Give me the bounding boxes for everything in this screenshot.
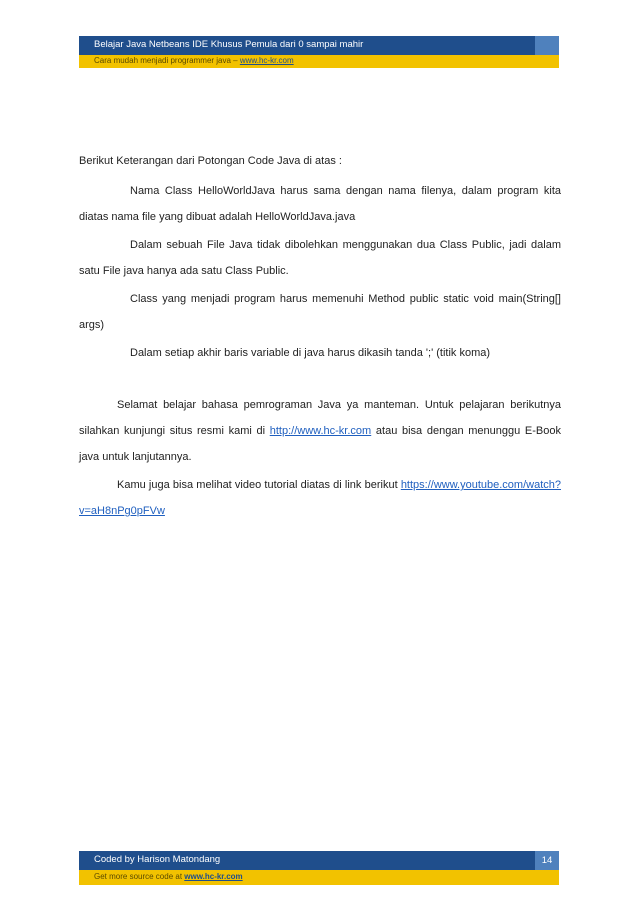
header-subtitle-text: Cara mudah menjadi programmer java – [94,56,240,65]
page-header [79,36,559,68]
footer-site-link[interactable]: www.hc-kr.com [184,872,243,881]
official-site-link[interactable]: http://www.hc-kr.com [269,425,372,437]
header-title-bar [79,36,559,55]
page-number: 14 [535,851,559,870]
closing-text-after: atau bisa dengan menunggu E-Book java untuk lanjutannya. [79,425,561,463]
header-accent-block [535,36,559,55]
footer-author: Coded by Harison Matondang [94,854,221,865]
point-1: Nama Class HelloWorldJava harus sama dengan nama filenya, dalam program kita diatas nama file yang dibuat adalah HelloWorldJava.java [79,185,561,223]
header-title: Belajar Java Netbeans IDE Khusus Pemula dari 0 sampai mahir [94,39,364,50]
footer-more-text: Get more source code at [94,872,185,881]
header-subtitle-bar [79,55,559,68]
page-footer [79,851,559,885]
closing-paragraph [79,392,561,470]
intro-text: Berikut Keterangan dari Potongan Code Java di atas : [79,155,342,167]
point-3: Class yang menjadi program harus memenuhi Method public static void main(String[] args) [79,293,561,331]
header-site-link[interactable]: www.hc-kr.com [239,56,294,65]
video-text: Kamu juga bisa melihat video tutorial diatas di link berikut [117,479,401,491]
footer-author-bar [79,851,559,870]
document-body [79,148,561,524]
footer-more-bar [79,870,559,885]
header-subtitle [94,56,294,65]
spacer [79,366,561,392]
point-4: Dalam setiap akhir baris variable di java harus dikasih tanda ';' (titik koma) [130,347,491,359]
footer-more [94,872,243,881]
closing-text-before: Selamat belajar bahasa pemrograman Java ya manteman. Untuk pelajaran berikutnya silahkan kunjungi situs resmi kami di [79,399,561,437]
point-2: Dalam sebuah File Java tidak dibolehkan menggunakan dua Class Public, jadi dalam satu File java hanya ada satu Class Public. [79,239,561,277]
youtube-link[interactable]: https://www.youtube.com/watch?v=aH8nPg0pFVw [79,479,561,517]
video-paragraph [79,472,561,524]
